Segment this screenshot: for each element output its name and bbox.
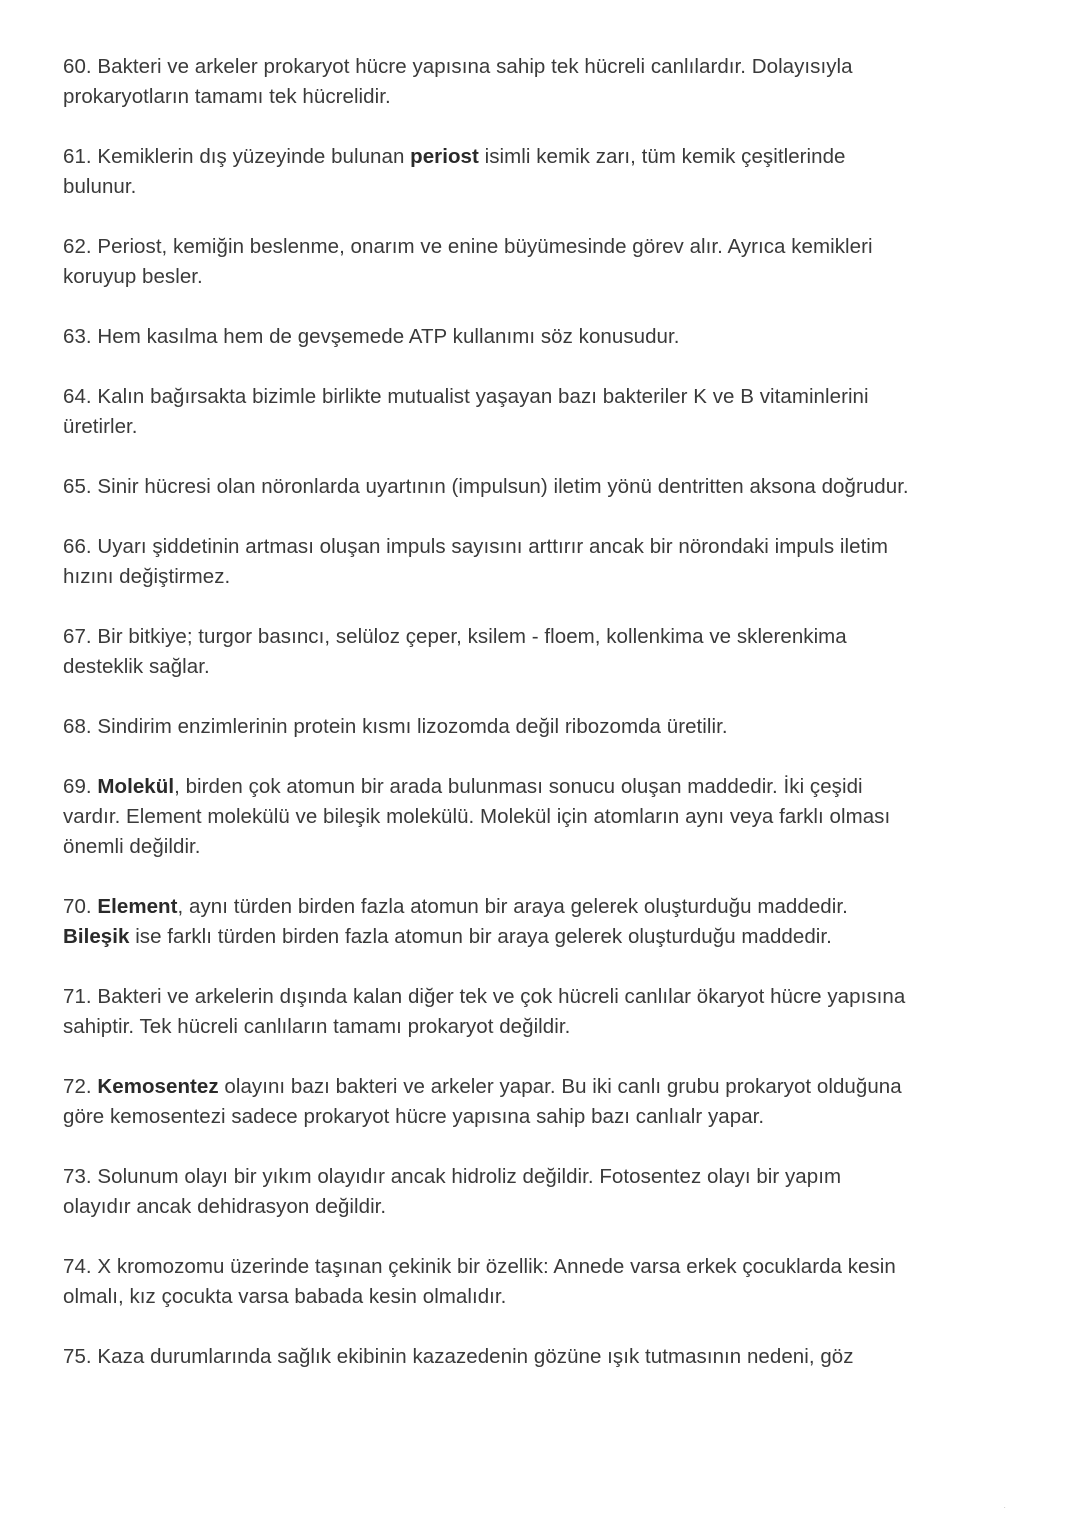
item-number: 72. — [63, 1075, 92, 1098]
paragraph-item — [63, 712, 913, 742]
item-number: 62. — [63, 235, 92, 258]
item-text: Bakteri ve arkelerin dışında kalan diğer tek ve çok hücreli canlılar ökaryot hücre yapısına sahiptir. Tek hücreli canlıların tamamı prokaryot değildir. — [63, 985, 906, 1038]
item-number: 74. — [63, 1255, 92, 1278]
item-text: Sinir hücresi olan nöronlarda uyartının (impulsun) iletim yönü dentritten aksona doğrudur. — [97, 475, 909, 498]
document-body — [63, 52, 913, 1402]
item-number: 65. — [63, 475, 92, 498]
item-number: 71. — [63, 985, 92, 1008]
item-text: isimli kemik zarı, tüm kemik çeşitlerinde bulunur. — [63, 145, 846, 198]
item-number: 64. — [63, 385, 92, 408]
item-text: , aynı türden birden fazla atomun bir araya gelerek oluşturduğu maddedir. — [177, 895, 848, 918]
paragraph-item — [63, 1072, 913, 1132]
page-corner-mark: · — [1003, 1503, 1006, 1512]
item-number: 60. — [63, 55, 92, 78]
bold-term: Kemosentez — [97, 1075, 219, 1098]
item-number: 63. — [63, 325, 92, 348]
item-text: Kaza durumlarında sağlık ekibinin kazazedenin gözüne ışık tutmasının nedeni, göz — [97, 1345, 854, 1368]
bold-term: periost — [410, 145, 479, 168]
item-number: 66. — [63, 535, 92, 558]
item-number: 69. — [63, 775, 92, 798]
paragraph-item — [63, 772, 913, 862]
item-text: Sindirim enzimlerinin protein kısmı lizozomda değil ribozomda üretilir. — [97, 715, 728, 738]
paragraph-item — [63, 472, 913, 502]
item-text: ise farklı türden birden fazla atomun bir araya gelerek oluşturduğu maddedir. — [129, 925, 832, 948]
item-text: Bir bitkiye; turgor basıncı, selüloz çeper, ksilem - floem, kollenkima ve sklerenkima desteklik sağlar. — [63, 625, 847, 678]
item-text: Hem kasılma hem de gevşemede ATP kullanımı söz konusudur. — [97, 325, 680, 348]
bold-term: Bileşik — [63, 925, 130, 948]
paragraph-item — [63, 322, 913, 352]
item-number: 70. — [63, 895, 92, 918]
paragraph-item — [63, 622, 913, 682]
paragraph-item — [63, 532, 913, 592]
item-text: olayını bazı bakteri ve arkeler yapar. Bu iki canlı grubu prokaryot olduğuna göre kemosentezi sadece prokaryot hücre yapısına sahip bazı canlıalr yapar. — [63, 1075, 902, 1128]
paragraph-item — [63, 382, 913, 442]
bold-term: Element — [97, 895, 178, 918]
item-text: Uyarı şiddetinin artması oluşan impuls sayısını arttırır ancak bir nörondaki impuls iletim hızını değiştirmez. — [63, 535, 889, 588]
paragraph-item — [63, 1162, 913, 1222]
item-number: 68. — [63, 715, 92, 738]
item-number: 61. — [63, 145, 92, 168]
paragraph-item — [63, 52, 913, 112]
item-text: Bakteri ve arkeler prokaryot hücre yapısına sahip tek hücreli canlılardır. Dolayısıyla prokaryotların tamamı tek hücrelidir. — [63, 55, 853, 108]
item-number: 67. — [63, 625, 92, 648]
item-number: 73. — [63, 1165, 92, 1188]
item-text: Periost, kemiğin beslenme, onarım ve enine büyümesinde görev alır. Ayrıca kemikleri koruyup besler. — [63, 235, 873, 288]
bold-term: Molekül — [97, 775, 175, 798]
paragraph-item — [63, 142, 913, 202]
paragraph-item — [63, 1342, 913, 1372]
item-text: X kromozomu üzerinde taşınan çekinik bir özellik: Annede varsa erkek çocuklarda kesin olmalı, kız çocukta varsa babada kesin olmalıdır. — [63, 1255, 896, 1308]
paragraph-item — [63, 892, 913, 952]
paragraph-item — [63, 232, 913, 292]
item-text: Kalın bağırsakta bizimle birlikte mutualist yaşayan bazı bakteriler K ve B vitaminlerini üretirler. — [63, 385, 869, 438]
item-number: 75. — [63, 1345, 92, 1368]
item-text: Kemiklerin dış yüzeyinde bulunan — [97, 145, 411, 168]
paragraph-item — [63, 982, 913, 1042]
item-text: , birden çok atomun bir arada bulunması sonucu oluşan maddedir. İki çeşidi vardır. Element molekülü ve bileşik molekülü. Molekül için atomların aynı veya farklı olması önemli değildir. — [63, 775, 891, 858]
item-text: Solunum olayı bir yıkım olayıdır ancak hidroliz değildir. Fotosentez olayı bir yapım olayıdır ancak dehidrasyon değildir. — [63, 1165, 842, 1218]
paragraph-item — [63, 1252, 913, 1312]
